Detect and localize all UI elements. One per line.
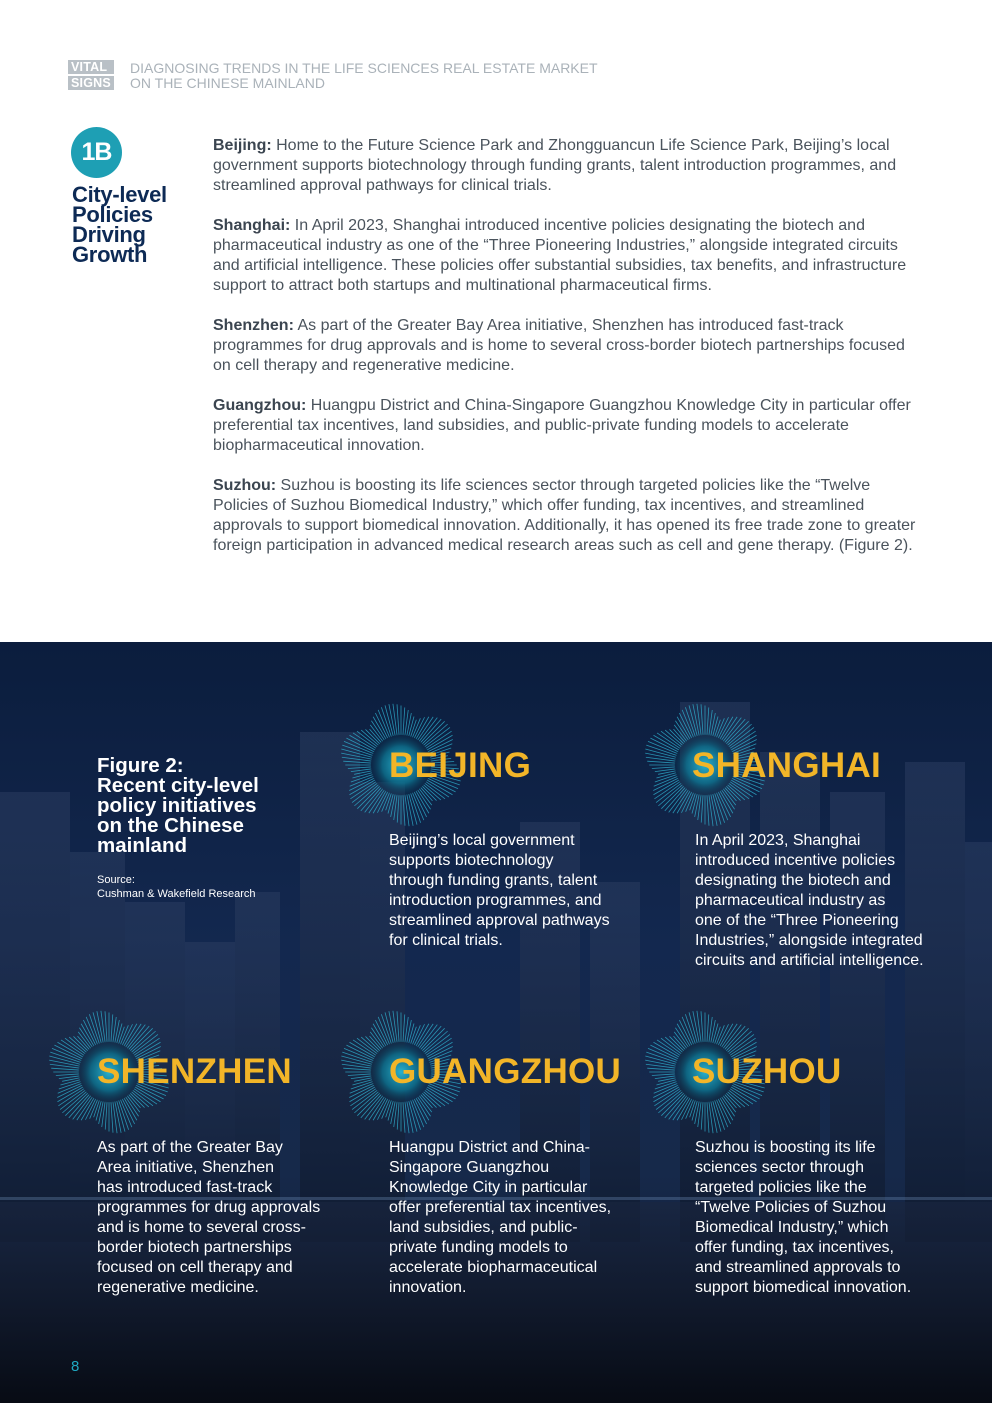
report-title: [130, 61, 598, 91]
city-text-line: private funding models to: [389, 1239, 568, 1256]
figure-title: [97, 756, 327, 856]
city-text-line: “Twelve Policies of Suzhou: [695, 1199, 887, 1216]
city-text-line: for clinical trials.: [389, 932, 503, 949]
city-text-beijing: [389, 831, 610, 951]
paragraph-text: Home to the Future Science Park and Zhongguancun Life Science Park, Beijing’s local government supports biotechnology through funding grants, talent introduction programmes, and streamlined approval pathways for clinical trials.: [213, 137, 897, 194]
city-text-line: pharmaceutical industry as: [695, 892, 886, 909]
city-text-line: accelerate biopharmaceutical: [389, 1259, 598, 1276]
city-text-line: circuits and artificial intelligence.: [695, 952, 924, 969]
section-heading-line: Policies: [72, 202, 153, 227]
city-text-suzhou: [695, 1138, 911, 1298]
report-title-line-1: DIAGNOSING TRENDS IN THE LIFE SCIENCES REAL ESTATE MARKET: [130, 60, 598, 76]
figure-title-line: mainland: [97, 834, 187, 857]
page-number: 8: [71, 1358, 80, 1375]
city-text-line: innovation.: [389, 1279, 467, 1296]
city-text-line: Huangpu District and China-: [389, 1139, 590, 1156]
city-text-line: regenerative medicine.: [97, 1279, 259, 1296]
city-name-shenzhen: SHENZHEN: [97, 1052, 292, 1091]
city-text-line: land subsidies, and public-: [389, 1219, 578, 1236]
section-heading: [72, 182, 202, 267]
city-name-guangzhou: GUANGZHOU: [389, 1052, 622, 1091]
city-text-line: offer preferential tax incentives,: [389, 1199, 612, 1216]
city-text-line: streamlined approval pathways: [389, 912, 610, 929]
paragraph-text: As part of the Greater Bay Area initiative, Shenzhen has introduced fast-track programmes for drug approvals and is home to several cross-border biotech partnerships focused on cell therapy and regenerative medicine.: [213, 317, 905, 374]
paragraph-lead: Guangzhou:: [213, 397, 307, 414]
vital-label: VITAL: [68, 60, 114, 74]
city-text-line: Suzhou is boosting its life: [695, 1139, 876, 1156]
city-text-line: Biomedical Industry,” which: [695, 1219, 889, 1236]
section-heading-line: City-level: [72, 182, 167, 207]
city-text-line: border biotech partnerships: [97, 1239, 292, 1256]
section-body: [213, 136, 923, 576]
city-text-line: designating the biotech and: [695, 872, 891, 889]
paragraph-beijing: [213, 136, 923, 196]
city-text-line: programmes for drug approvals: [97, 1199, 321, 1216]
paragraph-text: In April 2023, Shanghai introduced incentive policies designating the biotech and pharmaceutical industry as one of the “Three Pioneering Industries,” alongside integrated circuits and artificial intelligence. These policies offer substantial subsidies, tax benefits, and infrastructure support to attract both startups and multinational pharmaceutical firms.: [213, 217, 907, 294]
paragraph-lead: Suzhou:: [213, 477, 277, 494]
city-text-line: targeted policies like the: [695, 1179, 867, 1196]
city-text-line: and streamlined approvals to: [695, 1259, 901, 1276]
paragraph-text: Suzhou is boosting its life sciences sector through targeted policies like the “Twelve Policies of Suzhou Biomedical Industry,” which offer funding, tax incentives, and streamlined approvals to support biomedical innovation. Additionally, it has opened its free trade zone to greater foreign participation in advanced medical research areas such as cell and gene therapy. (Figure 2).: [213, 477, 916, 554]
city-text-line: sciences sector through: [695, 1159, 864, 1176]
city-text-line: offer funding, tax incentives,: [695, 1239, 894, 1256]
city-text-line: introduction programmes, and: [389, 892, 602, 909]
city-text-line: one of the “Three Pioneering: [695, 912, 899, 929]
section-badge: 1B: [71, 127, 122, 178]
paragraph-guangzhou: [213, 396, 923, 456]
figure-title-line: policy initiatives: [97, 794, 257, 817]
city-text-shanghai: [695, 831, 924, 971]
city-name-shanghai: SHANGHAI: [692, 746, 882, 785]
paragraph-text: Huangpu District and China-Singapore Guangzhou Knowledge City in particular offer preferential tax incentives, land subsidies, and public-private funding models to accelerate biopharmaceutical innovation.: [213, 397, 911, 454]
city-text-line: Knowledge City in particular: [389, 1179, 588, 1196]
city-text-shenzhen: [97, 1138, 320, 1298]
city-text-line: introduced incentive policies: [695, 852, 896, 869]
paragraph-shenzhen: [213, 316, 923, 376]
city-text-line: support biomedical innovation.: [695, 1279, 912, 1296]
city-text-line: Singapore Guangzhou: [389, 1159, 550, 1176]
paragraph-suzhou: [213, 476, 923, 556]
city-text-line: through funding grants, talent: [389, 872, 598, 889]
city-text-line: and is home to several cross-: [97, 1219, 306, 1236]
city-text-line: focused on cell therapy and: [97, 1259, 293, 1276]
city-text-line: has introduced fast-track: [97, 1179, 273, 1196]
city-text-line: supports biotechnology: [389, 852, 554, 869]
source-text: Cushman & Wakefield Research: [97, 888, 256, 900]
city-text-line: As part of the Greater Bay: [97, 1139, 283, 1156]
vital-signs-logo: [68, 60, 114, 90]
city-text-line: Industries,” alongside integrated: [695, 932, 923, 949]
city-text-line: Area initiative, Shenzhen: [97, 1159, 274, 1176]
paragraph-lead: Shenzhen:: [213, 317, 294, 334]
figure-title-line: on the Chinese: [97, 814, 244, 837]
source-label: Source:: [97, 874, 135, 886]
signs-label: SIGNS: [68, 76, 114, 90]
city-name-suzhou: SUZHOU: [692, 1052, 842, 1091]
report-title-line-2: ON THE CHINESE MAINLAND: [130, 75, 325, 91]
city-text-guangzhou: [389, 1138, 611, 1298]
city-name-beijing: BEIJING: [389, 746, 532, 785]
section-heading-line: Growth: [72, 242, 148, 267]
paragraph-shanghai: [213, 216, 923, 296]
section-heading-line: Driving: [72, 222, 146, 247]
city-text-line: In April 2023, Shanghai: [695, 832, 861, 849]
paragraph-lead: Beijing:: [213, 137, 272, 154]
figure-title-line: Recent city-level: [97, 774, 259, 797]
city-text-line: Beijing’s local government: [389, 832, 575, 849]
figure-source: [97, 873, 317, 901]
figure-title-line: Figure 2:: [97, 754, 184, 777]
paragraph-lead: Shanghai:: [213, 217, 291, 234]
